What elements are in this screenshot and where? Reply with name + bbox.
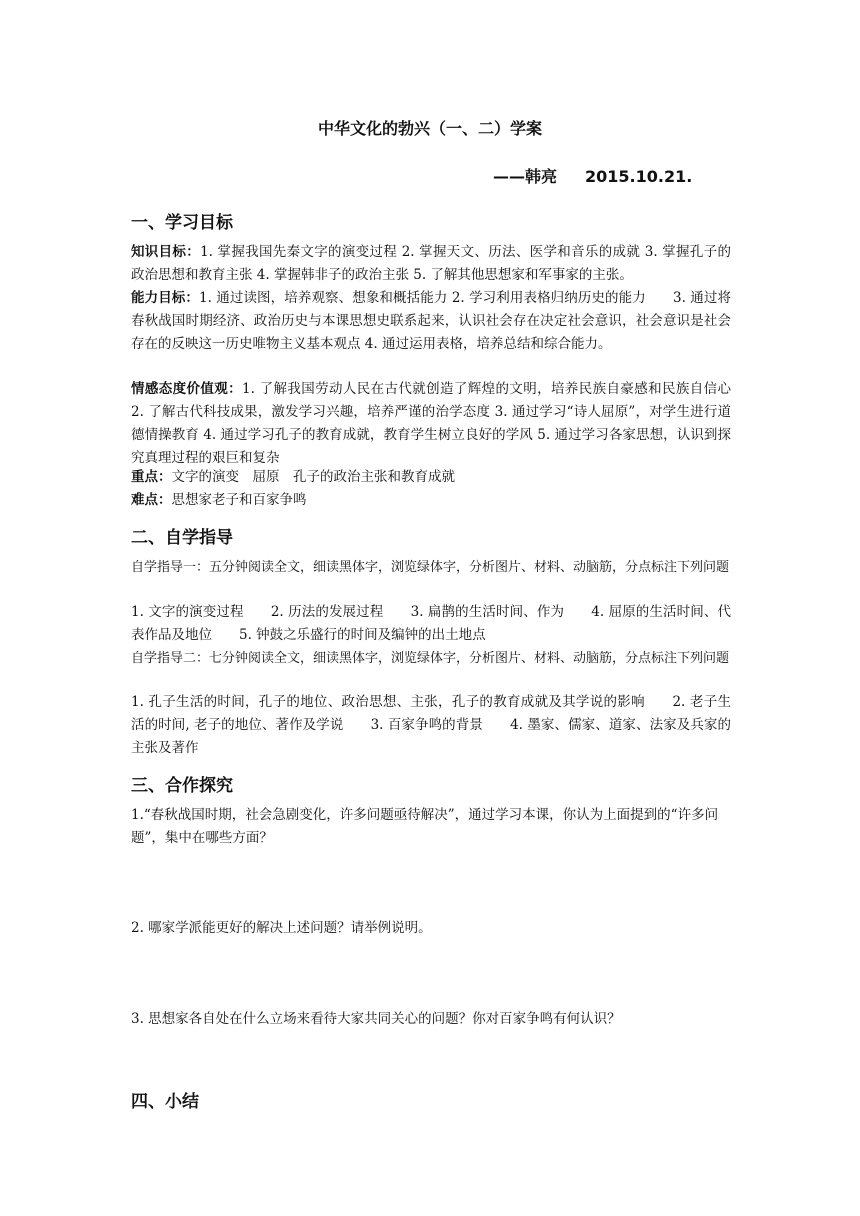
guide1-intro: 自学指导一：五分钟阅读全文，细读黑体字，浏览绿体字，分析图片、材料、动脑筋，分点标注下列问题 <box>131 560 730 575</box>
difficult-points <box>131 489 731 512</box>
question-1: 1.“春秋战国时期，社会急剧变化，许多问题亟待解决”，通过学习本课，你认为上面提到的“许多问题”，集中在哪些方面？ <box>131 807 719 846</box>
section-heading-cooperation: 三、合作探究 <box>131 776 233 796</box>
author-name: ——韩亮 <box>493 167 558 186</box>
knowledge-objectives <box>131 241 731 287</box>
difficult-label: 难点： <box>131 492 172 508</box>
guide2-intro: 自学指导二：七分钟阅读全文，细读黑体字，浏览绿体字，分析图片、材料、动脑筋，分点标注下列问题 <box>131 651 730 666</box>
ability-label: 能力目标： <box>131 290 199 306</box>
difficult-text: 思想家老子和百家争鸣 <box>171 492 307 508</box>
knowledge-label: 知识目标： <box>131 244 201 260</box>
key-text: 文字的演变 屈原 孔子的政治主张和教育成就 <box>171 469 455 485</box>
guide1-items: 1. 文字的演变过程 2. 历法的发展过程 3. 扁鹊的生活时间、作为 4. 屈原的生活时间、代表作品及地位 5. 钟鼓之乐盛行的时间及编钟的出土地点 <box>131 604 731 643</box>
document-title: 中华文化的勃兴（一、二）学案 <box>317 119 542 138</box>
ability-text: 1. 通过读图，培养观察、想象和概括能力 2. 学习利用表格归纳历史的能力 3. 通过将春秋战国时期经济、政治历史与本课思想史联系起来，认识社会存在决定社会意识，社会意识是社会存在的反映这一历史唯物主义基本观点 4. 通过运用表格，培养总结和综合能力。 <box>131 290 732 352</box>
section-heading-summary: 四、小结 <box>131 1092 199 1112</box>
emotion-text: 1. 了解我国劳动人民在古代就创造了辉煌的文明，培养民族自豪感和民族自信心 2. 了解古代科技成果，激发学习兴趣，培养严谨的治学态度 3. 通过学习“诗人屈原”，对学生进行道德情操教育 4. 通过学习孔子的教育成就，教育学生树立良好的学风 5. 通过学习各家思想，认识到探究真理过程的艰巨和复杂 <box>131 381 731 466</box>
document-date: 2015.10.21. <box>585 167 693 186</box>
emotion-label: 情感态度价值观： <box>131 381 243 397</box>
knowledge-text: 1. 掌握我国先秦文字的演变过程 2. 掌握天文、历法、医学和音乐的成就 3. 掌握孔子的政治思想和教育主张 4. 掌握韩非子的政治主张 5. 了解其他思想家和军事家的主张。 <box>131 244 731 283</box>
ability-objectives <box>131 287 731 356</box>
question-2: 2. 哪家学派能更好的解决上述问题？请举例说明。 <box>131 920 432 936</box>
section-heading-objectives: 一、学习目标 <box>131 213 233 233</box>
key-label: 重点： <box>131 469 172 485</box>
guide2-items: 1. 孔子生活的时间，孔子的地位、政治思想、主张，孔子的教育成就及其学说的影响 2. 老子生活的时间, 老子的地位、著作及学说 3. 百家争鸣的背景 4. 墨家、儒家、道家、法家及兵家的主张及著作 <box>131 694 731 756</box>
section-heading-self-study: 二、自学指导 <box>131 528 233 548</box>
key-points <box>131 466 731 489</box>
author-line <box>493 164 692 187</box>
question-3: 3. 思想家各自处在什么立场来看待大家共同关心的问题？你对百家争鸣有何认识？ <box>131 1011 621 1027</box>
emotion-objectives <box>131 378 731 470</box>
